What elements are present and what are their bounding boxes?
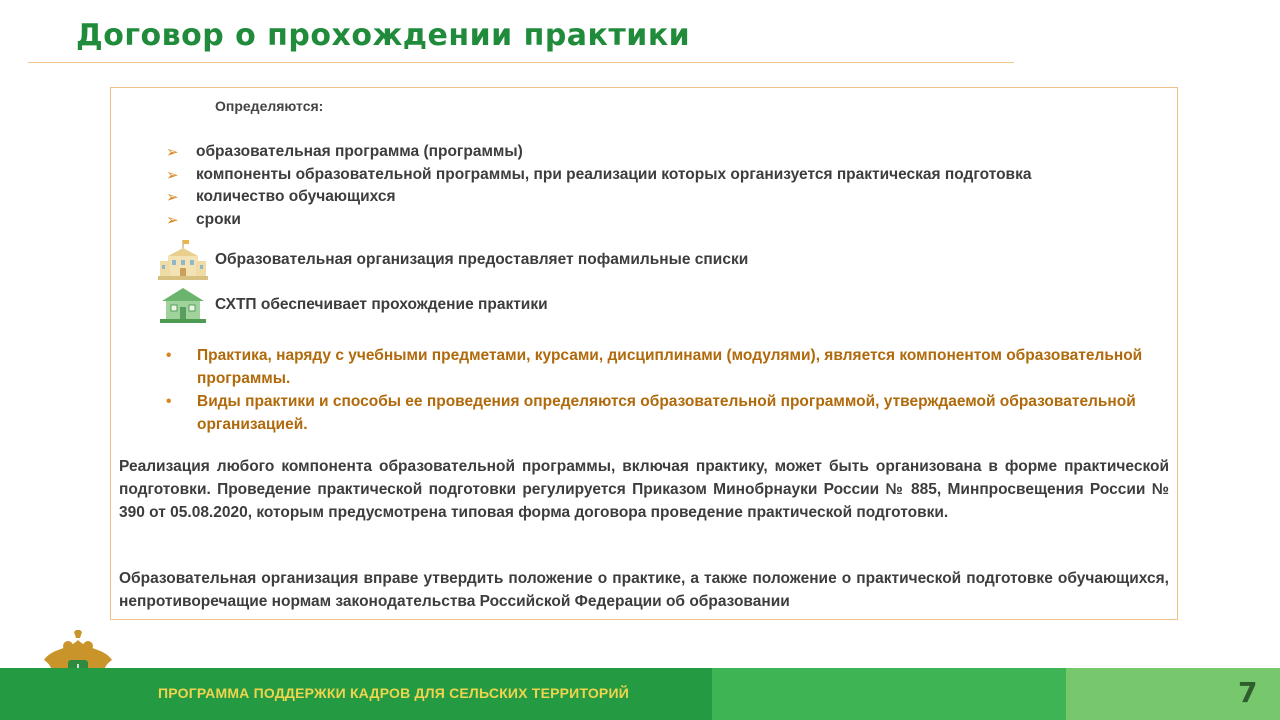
paragraph-regulations: Образовательная организация вправе утвердить положение о практике, а также положение о практической подготовке обучающихся, непротиворечащие нормам законодательства Российской Федерации об образовании <box>119 570 1169 610</box>
list-item <box>166 390 1156 436</box>
list-item <box>166 344 1156 390</box>
list-item <box>166 143 1031 166</box>
list-item-text: количество обучающихся <box>196 188 396 205</box>
slide-title: Договор о прохождении практики <box>76 18 691 53</box>
list-item-text: Виды практики и способы ее проведения определяются образовательной программой, утверждаемой образовательной организацией. <box>197 393 1136 433</box>
arrow-bullet-icon: ➢ <box>166 166 179 184</box>
school-building-icon <box>158 238 208 282</box>
farm-ensures-text: СХТП обеспечивает прохождение практики <box>215 296 548 313</box>
footer-band <box>0 668 1280 720</box>
arrow-bullet-icon: ➢ <box>166 144 179 161</box>
list-item-text: Практика, наряду с учебными предметами, курсами, дисциплинами (модулями), является компонентом образовательной программы. <box>197 347 1143 387</box>
determined-items-list <box>166 143 1031 233</box>
farm-house-icon <box>158 283 208 327</box>
arrow-bullet-icon: ➢ <box>166 211 179 229</box>
list-item-text: сроки <box>196 210 241 228</box>
farm-ensures-row <box>158 283 548 327</box>
intro-label: Определяются: <box>215 98 324 114</box>
arrow-bullet-icon: ➢ <box>166 189 179 206</box>
list-item <box>166 188 1031 211</box>
practice-notes-list <box>166 344 1156 436</box>
bullet-dot-icon: • <box>166 347 172 364</box>
list-item <box>166 211 1031 234</box>
list-item-text: компоненты образовательной программы, при реализации которых организуется практическая подготовка <box>196 165 1032 183</box>
list-item-text: образовательная программа (программы) <box>196 143 523 160</box>
school-provides-row <box>158 238 748 282</box>
school-provides-text: Образовательная организация предоставляет пофамильные списки <box>215 251 749 268</box>
page-number: 7 <box>1238 676 1258 709</box>
footer-segment-mid <box>712 668 1066 720</box>
list-item <box>166 166 1031 189</box>
bullet-dot-icon: • <box>166 393 172 410</box>
title-divider <box>28 62 1014 63</box>
footer-program-name: ПРОГРАММА ПОДДЕРЖКИ КАДРОВ ДЛЯ СЕЛЬСКИХ ТЕРРИТОРИЙ <box>158 685 629 701</box>
paragraph-practical-training: Реализация любого компонента образовательной программы, включая практику, может быть организована в форме практической подготовки. Проведение практической подготовки регулируется Приказом Минобрнауки России № 885, Минпросвещения России № 390 от 05.08.2020, которым предусмотрена типовая форма договора проведение практической подготовки. <box>119 458 1169 521</box>
